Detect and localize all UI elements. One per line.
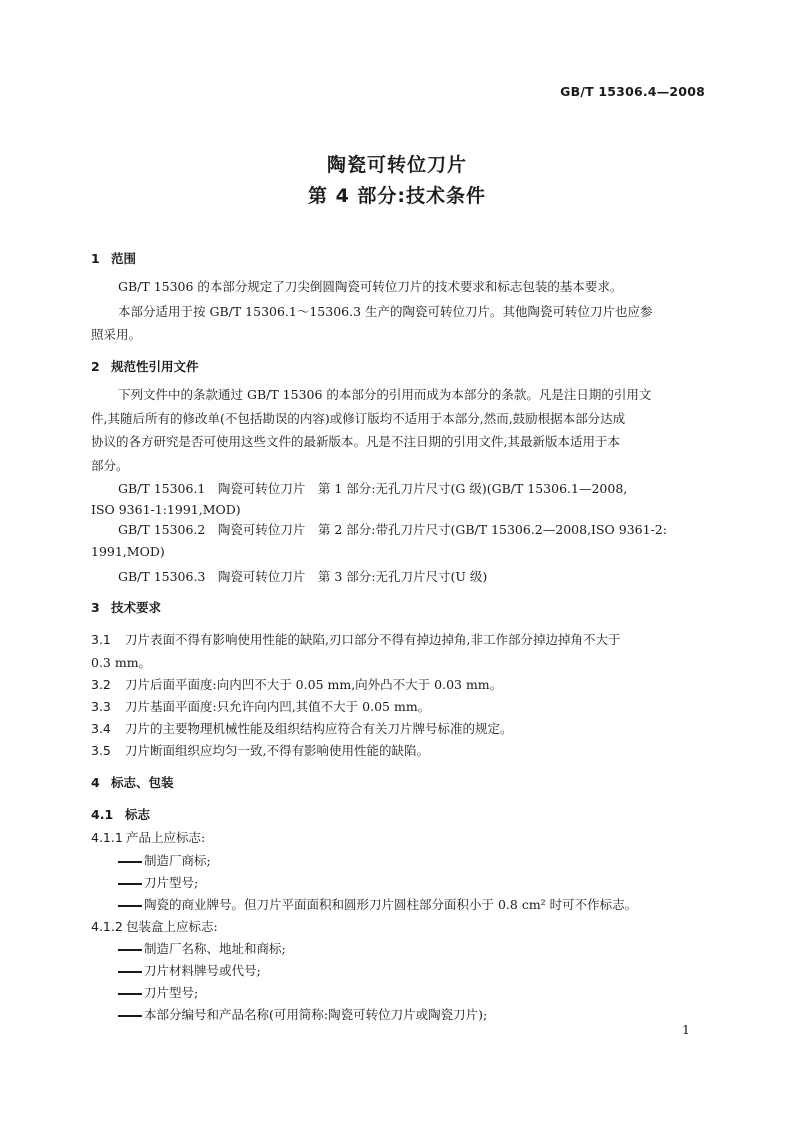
clause-title: 标志: [125, 807, 151, 822]
list-item: [118, 939, 286, 957]
reference-continuation: 1991,MOD): [91, 544, 165, 559]
list-item-text: 刀片型号;: [144, 875, 199, 890]
section-title: 范围: [111, 251, 137, 266]
clause-3-5: [91, 741, 429, 759]
dash-marker: [118, 949, 142, 951]
paragraph-continuation: 照采用。: [91, 327, 142, 342]
clause-number: 4.1.1: [91, 830, 123, 845]
clause-text: 刀片基面平面度:只允许向内凹,其值不大于 0.05 mm。: [125, 699, 431, 714]
dash-marker: [118, 971, 142, 973]
document-subtitle: 第 4 部分:技术条件: [307, 185, 487, 207]
clause-text: 包装盒上应标志:: [126, 919, 218, 934]
clause-number: 3.5: [91, 743, 111, 758]
clause-text: 产品上应标志:: [126, 830, 206, 845]
dash-marker: [118, 993, 142, 995]
reference-item: GB/T 15306.1 陶瓷可转位刀片 第 1 部分:无孔刀片尺寸(G 级)(GB/T 15306.1—2008,: [118, 481, 628, 496]
clause-4-1-2: [91, 917, 218, 935]
page-number: 1: [682, 1022, 690, 1037]
clause-continuation: 0.3 mm。: [91, 655, 152, 670]
section-number: 2: [91, 359, 100, 374]
dash-marker: [118, 883, 142, 885]
section-title: 规范性引用文件: [111, 359, 199, 374]
reference-item: GB/T 15306.3 陶瓷可转位刀片 第 3 部分:无孔刀片尺寸(U 级): [118, 569, 488, 584]
paragraph-continuation: 协议的各方研究是否可使用这些文件的最新版本。凡是不注日期的引用文件,其最新版本适用于本: [91, 434, 620, 449]
section-4-heading: [91, 773, 174, 791]
dash-marker: [118, 905, 142, 907]
list-item-text: 本部分编号和产品名称(可用简称:陶瓷可转位刀片或陶瓷刀片);: [144, 1007, 488, 1022]
list-item-text: 制造厂名称、地址和商标;: [144, 941, 286, 956]
list-item: [118, 895, 637, 913]
list-item: [118, 873, 198, 891]
section-number: 4: [91, 775, 100, 790]
list-item: [118, 983, 198, 1001]
clause-3-1: [91, 630, 620, 648]
section-1-heading: [91, 249, 136, 267]
clause-text: 刀片后面平面度:向内凹不大于 0.05 mm,向外凸不大于 0.03 mm。: [125, 677, 503, 692]
paragraph: 本部分适用于按 GB/T 15306.1～15306.3 生产的陶瓷可转位刀片。其他陶瓷可转位刀片也应参: [118, 304, 653, 319]
clause-text: 刀片断面组织应均匀一致,不得有影响使用性能的缺陷。: [125, 743, 429, 758]
list-item-text: 制造厂商标;: [144, 853, 211, 868]
clause-text: 刀片的主要物理机械性能及组织结构应符合有关刀片牌号标准的规定。: [125, 721, 513, 736]
clause-3-4: [91, 719, 513, 737]
clause-3-2: [91, 675, 502, 693]
list-item: [118, 961, 261, 979]
section-2-heading: [91, 357, 199, 375]
list-item-text: 陶瓷的商业牌号。但刀片平面面积和圆形刀片圆柱部分面积小于 0.8 cm² 时可不作标志。: [144, 897, 638, 912]
reference-continuation: ISO 9361-1:1991,MOD): [91, 502, 241, 517]
clause-3-3: [91, 697, 430, 715]
clause-number: 3.3: [91, 699, 111, 714]
clause-number: 3.1: [91, 632, 111, 647]
section-title: 技术要求: [111, 600, 162, 615]
list-item-text: 刀片材料牌号或代号;: [144, 963, 261, 978]
clause-text: 刀片表面不得有影响使用性能的缺陷,刃口部分不得有掉边掉角,非工作部分掉边掉角不大于: [125, 632, 621, 647]
dash-marker: [118, 861, 142, 863]
section-number: 3: [91, 600, 100, 615]
clause-number: 4.1.2: [91, 919, 123, 934]
section-title: 标志、包装: [111, 775, 174, 790]
list-item: [118, 1005, 487, 1023]
clause-number: 4.1: [91, 807, 114, 822]
paragraph: 下列文件中的条款通过 GB/T 15306 的本部分的引用而成为本部分的条款。凡是注日期的引用文: [118, 387, 652, 402]
list-item: [118, 851, 211, 869]
section-number: 1: [91, 251, 100, 266]
paragraph-continuation: 部分。: [91, 458, 129, 473]
reference-item: GB/T 15306.2 陶瓷可转位刀片 第 2 部分:带孔刀片尺寸(GB/T 15306.2—2008,ISO 9361-2:: [118, 522, 667, 537]
clause-number: 3.2: [91, 677, 111, 692]
standard-code: GB/T 15306.4—2008: [560, 84, 705, 99]
clause-number: 3.4: [91, 721, 111, 736]
section-3-heading: [91, 598, 161, 616]
document-title: 陶瓷可转位刀片: [326, 154, 467, 176]
clause-4-1-heading: [91, 805, 150, 823]
paragraph: GB/T 15306 的本部分规定了刀尖倒圆陶瓷可转位刀片的技术要求和标志包装的基本要求。: [118, 279, 623, 294]
list-item-text: 刀片型号;: [144, 985, 199, 1000]
clause-4-1-1: [91, 828, 205, 846]
dash-marker: [118, 1015, 142, 1017]
paragraph-continuation: 件,其随后所有的修改单(不包括勘误的内容)或修订版均不适用于本部分,然而,鼓励根据本部分达成: [91, 411, 626, 426]
